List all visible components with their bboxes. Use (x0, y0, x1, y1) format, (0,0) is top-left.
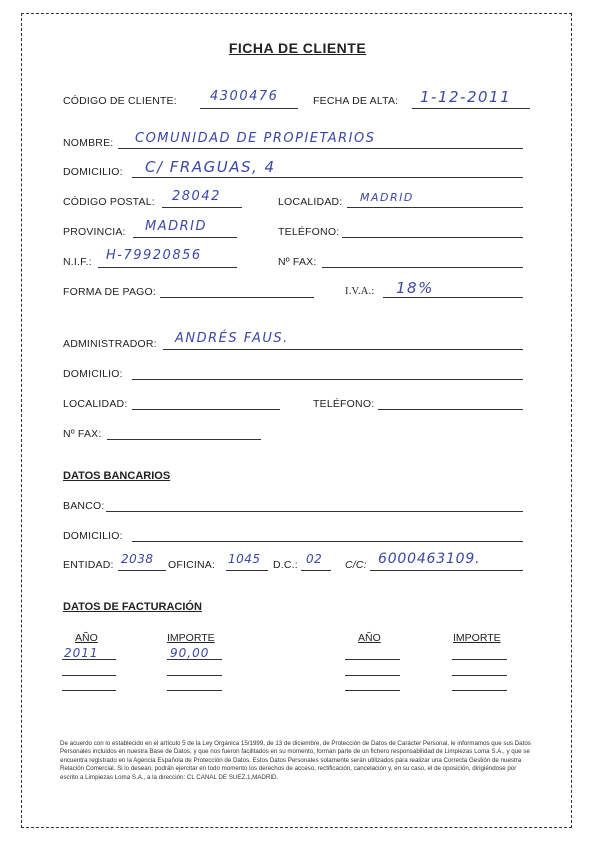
value-anio-1[interactable]: 2011 (64, 646, 99, 660)
billing-line (62, 659, 116, 660)
value-administrador[interactable]: ANDRÉS FAUS. (175, 331, 289, 346)
billing-line[interactable] (167, 675, 222, 676)
value-localidad[interactable]: MADRID (360, 191, 414, 204)
field-line (98, 267, 237, 268)
billing-line (167, 659, 222, 660)
label-nif: N.I.F.: (63, 256, 92, 268)
label-banco: BANCO: (63, 500, 105, 512)
label-entidad: ENTIDAD: (63, 559, 114, 571)
field-line[interactable] (342, 237, 523, 238)
value-nombre[interactable]: COMUNIDAD DE PROPIETARIOS (135, 131, 376, 146)
label-codigo-postal: CÓDIGO POSTAL: (63, 196, 155, 208)
field-line (132, 177, 523, 178)
label-localidad: LOCALIDAD: (278, 196, 343, 208)
col-header-importe-1: IMPORTE (167, 632, 215, 644)
value-nif[interactable]: H-79920856 (106, 248, 202, 263)
field-line (163, 349, 523, 350)
field-line (200, 108, 298, 109)
field-line (226, 570, 268, 571)
field-line[interactable] (132, 379, 523, 380)
value-codigo-cliente[interactable]: 4300476 (210, 89, 279, 104)
field-line (118, 570, 166, 571)
billing-line[interactable] (452, 690, 507, 691)
field-line[interactable] (107, 439, 261, 440)
billing-line[interactable] (167, 690, 222, 691)
col-header-anio-2: AÑO (358, 632, 381, 644)
field-line[interactable] (322, 267, 523, 268)
label-administrador: ADMINISTRADOR: (63, 338, 157, 350)
form-title: FICHA DE CLIENTE (228, 40, 367, 56)
value-iva[interactable]: 18% (396, 279, 434, 297)
label-admin-telefono: TELÉFONO: (313, 398, 375, 410)
field-line (383, 297, 523, 298)
label-iva: I.V.A.: (345, 286, 375, 297)
label-admin-domicilio: DOMICILIO: (63, 368, 123, 380)
billing-line[interactable] (345, 675, 400, 676)
value-dc[interactable]: 02 (306, 552, 323, 566)
section-datos-bancarios: DATOS BANCARIOS (63, 470, 171, 482)
col-header-importe-2: IMPORTE (453, 632, 501, 644)
label-provincia: PROVINCIA: (63, 226, 126, 238)
billing-line[interactable] (62, 675, 116, 676)
field-line (347, 207, 523, 208)
label-domicilio: DOMICILIO: (63, 166, 123, 178)
field-line[interactable] (378, 409, 523, 410)
label-banco-domicilio: DOMICILIO: (63, 530, 123, 542)
label-admin-localidad: LOCALIDAD: (63, 398, 128, 410)
label-nombre: NOMBRE: (63, 137, 114, 149)
label-fecha-alta: FECHA DE ALTA: (313, 95, 399, 107)
field-line (118, 148, 523, 149)
billing-line[interactable] (452, 659, 507, 660)
value-codigo-postal[interactable]: 28042 (172, 189, 221, 204)
field-line (370, 570, 523, 571)
field-line[interactable] (106, 511, 523, 512)
section-datos-facturacion: DATOS DE FACTURACIÓN (63, 601, 202, 613)
label-codigo-cliente: CÓDIGO DE CLIENTE: (63, 95, 177, 107)
label-dc: D.C.: (273, 559, 298, 571)
value-cc[interactable]: 6000463109. (378, 551, 481, 567)
billing-line[interactable] (452, 675, 507, 676)
field-line (133, 237, 237, 238)
value-importe-1[interactable]: 90,00 (170, 646, 210, 660)
value-oficina[interactable]: 1045 (228, 552, 261, 566)
label-telefono: TELÉFONO: (278, 226, 340, 238)
field-line (412, 108, 530, 109)
field-line[interactable] (132, 409, 280, 410)
label-cc: C/C: (345, 559, 367, 571)
value-domicilio[interactable]: C/ FRAGUAS, 4 (145, 158, 276, 176)
field-line[interactable] (160, 297, 314, 298)
label-admin-fax: Nº FAX: (63, 428, 102, 440)
field-line (162, 207, 242, 208)
label-fax: Nº FAX: (278, 256, 317, 268)
billing-line[interactable] (345, 659, 400, 660)
field-line[interactable] (132, 541, 523, 542)
value-entidad[interactable]: 2038 (121, 552, 154, 566)
value-provincia[interactable]: MADRID (145, 219, 207, 234)
billing-line[interactable] (62, 690, 116, 691)
col-header-anio-1: AÑO (75, 632, 98, 644)
label-oficina: OFICINA: (168, 559, 216, 571)
field-line (301, 570, 331, 571)
label-forma-pago: FORMA DE PAGO: (63, 286, 157, 298)
billing-line[interactable] (345, 690, 400, 691)
legal-notice: De acuerdo con lo establecido en el artículo 5 de la Ley Orgánica 15/1999, de 13 de diciembre, de Protección de Datos de Carácter Personal, le informamos que sus Datos Personales incluidos en nuestra Base de Datos, y que nos fueron facilitados en su momento, forman parte de un fichero responsabilidad de Limpiezas Loma S.A., y que se encuentra registrado en la Agencia Española de Protección de Datos. Estos Datos Personales solamente serán utilizados para realizar una Correcta Gestión de nuestra Relación Comercial. Si lo desean, podrán ejercitar en todo momento los derechos de acceso, rectificación, cancelación y, en su caso, el de oposición, dirigiéndose por escrito a Limpiezas Loma S.A., a la dirección: CL CANAL DE SUEZ,1,MADRID. (60, 740, 531, 781)
value-fecha-alta[interactable]: 1-12-2011 (420, 88, 512, 106)
